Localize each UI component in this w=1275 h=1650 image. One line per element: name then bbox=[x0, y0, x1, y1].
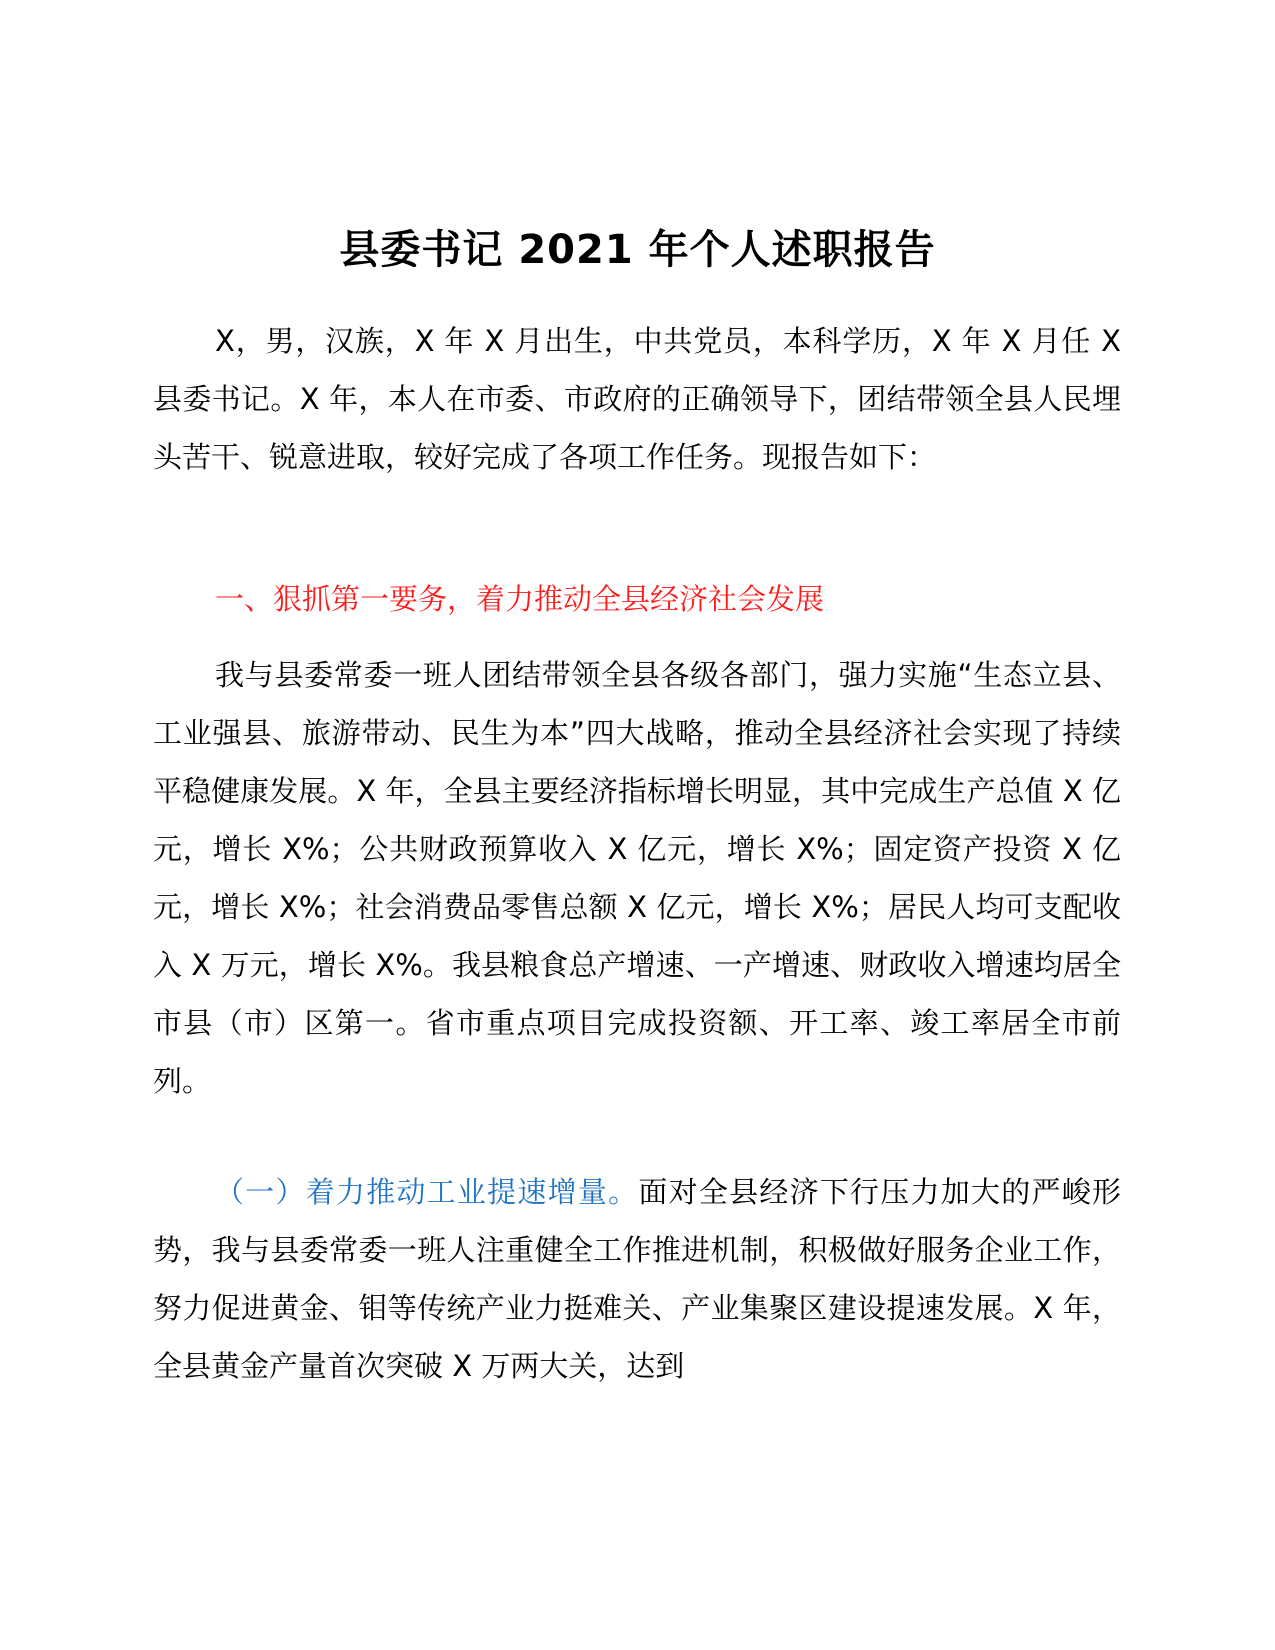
subsection-paragraph bbox=[153, 1163, 1121, 1395]
subsection-text: 面对全县经济下行压力加大的严峻形势，我与县委常委一班人注重健全工作推进机制，积极做好服务企业工作，努力促进黄金、钼等传统产业力挺难关、产业集聚区建设提速发展。X 年，全县黄金产量首次突破 X 万两大关，达到 bbox=[153, 1175, 1121, 1383]
subsection-heading: （一）着力推动工业提速增量。 bbox=[215, 1175, 639, 1209]
document-title: 县委书记 2021 年个人述职报告 bbox=[339, 227, 936, 273]
section-heading: 一、狠抓第一要务，着力推动全县经济社会发展 bbox=[215, 582, 825, 616]
section-paragraph: 我与县委常委一班人团结带领全县各级各部门，强力实施“生态立县、工业强县、旅游带动、民生为本”四大战略，推动全县经济社会实现了持续平稳健康发展。X 年，全县主要经济指标增长明显，其中完成生产总值 X 亿元，增长 X%；公共财政预算收入 X 亿元，增长 X%；固定资产投资 X 亿元，增长 X%；社会消费品零售总额 X 亿元，增长 X%；居民人均可支配收入 X 万元，增长 X%。我县粮食总产增速、一产增速、财政收入增速均居全市县（市）区第一。省市重点项目完成投资额、开工率、竣工率居全市前列。 bbox=[153, 658, 1121, 1098]
intro-paragraph: X，男，汉族，X 年 X 月出生，中共党员，本科学历，X 年 X 月任 X 县委书记。X 年，本人在市委、市政府的正确领导下，团结带领全县人民埋头苦干、锐意进取，较好完成了各项工作任务。现报告如下： bbox=[153, 324, 1121, 474]
